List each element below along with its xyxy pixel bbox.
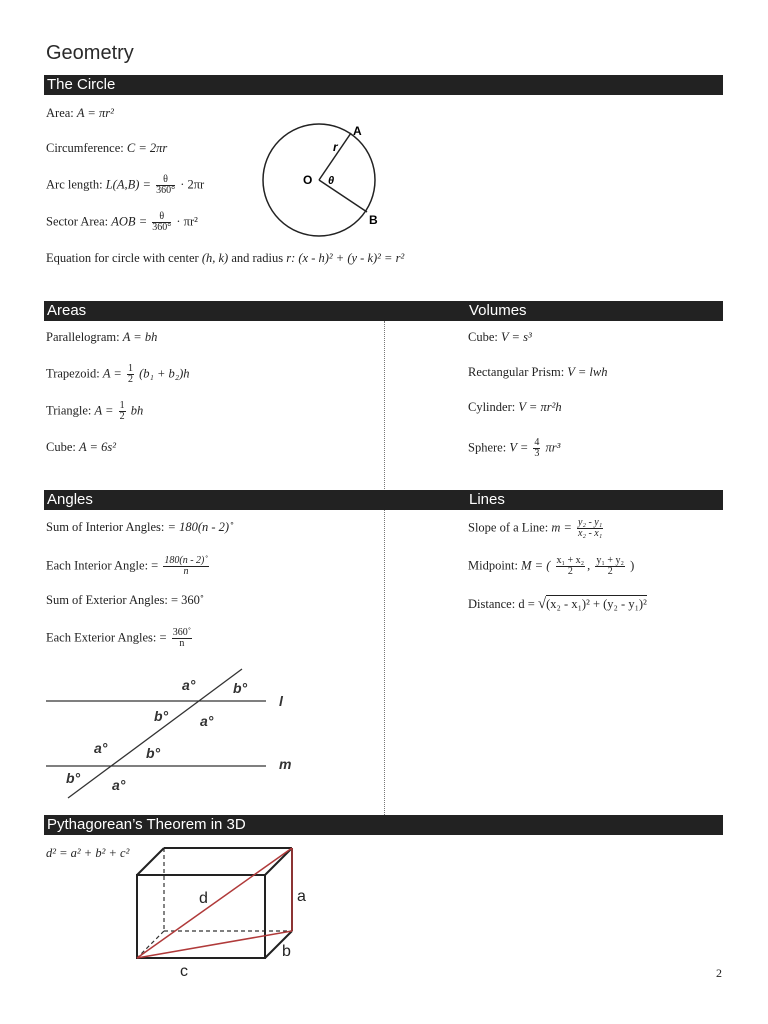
circle-equation [46, 251, 404, 266]
area-parallelogram [46, 330, 157, 345]
edge-top-right [265, 848, 292, 875]
fraction [595, 556, 625, 577]
denominator: 2 [607, 566, 613, 577]
label: Cube: [468, 330, 498, 344]
fraction [577, 518, 603, 539]
formula-lhs: = [159, 630, 167, 645]
formula: (x - h)² + (y - k)² = r² [298, 251, 405, 265]
circle-area [46, 106, 114, 121]
denominator: 3 [534, 448, 540, 459]
label: Cube: [46, 440, 76, 454]
volume-cube [468, 330, 532, 345]
label-c: c [180, 963, 188, 980]
label: Parallelogram: [46, 330, 120, 344]
section-header-volumes: Volumes [466, 301, 723, 321]
label-A: A [353, 124, 362, 138]
formula-lhs: L(A,B) = [105, 177, 151, 192]
formula: C = 2πr [126, 141, 168, 155]
formula-lhs: V = [509, 440, 529, 455]
formula: A = bh [122, 330, 158, 344]
fraction [156, 175, 175, 196]
formula-rhs: bh [130, 403, 144, 418]
volume-prism [468, 365, 607, 380]
angles-each-interior [46, 556, 211, 577]
volume-sphere [468, 438, 560, 459]
denominator: 2 [119, 411, 125, 422]
angle-a-top: a° [182, 677, 196, 693]
fraction [152, 212, 171, 233]
angles-sum-exterior [46, 593, 204, 608]
edge-top-left [137, 848, 164, 875]
label-O: O [303, 173, 313, 187]
lines-distance [468, 596, 647, 613]
transversal [68, 669, 242, 798]
label-d: d [199, 890, 208, 907]
formula: V = lwh [567, 365, 608, 379]
section-header-angles: Angles [44, 490, 384, 510]
section-header-circle: The Circle [44, 75, 723, 95]
page-number: 2 [716, 966, 722, 980]
angle-a-upper-mid: a° [200, 713, 214, 729]
numerator: 4 [534, 437, 540, 448]
label: Midpoint: [468, 558, 519, 573]
numerator: y₂ - y₁ [578, 517, 603, 528]
numerator: θ [152, 212, 171, 223]
angle-b-bottom: b° [66, 770, 81, 786]
transversal-diagram [44, 665, 314, 805]
denominator: 360° [156, 185, 176, 196]
label: Sphere: [468, 440, 507, 455]
fraction [163, 556, 208, 577]
label: Triangle: [46, 403, 92, 418]
label: Rectangular Prism: [468, 365, 565, 379]
label: Cylinder: [468, 400, 516, 414]
numerator: 1 [127, 363, 133, 374]
formula: V = πr²h [518, 400, 562, 414]
formula-lhs: AOB = [111, 214, 148, 229]
section-header-lines: Lines [466, 490, 723, 510]
formula: A = 6s² [78, 440, 116, 454]
label-B: B [369, 213, 378, 227]
formula: = 360˚ [171, 593, 205, 607]
label: Circumference: [46, 141, 124, 155]
angle-b-upper-mid: b° [154, 708, 169, 724]
formula-lhs: m = [551, 520, 572, 535]
label: Each Exterior Angles: [46, 630, 157, 645]
formula-rhs: · πr² [176, 214, 198, 229]
label: Slope of a Line: [468, 520, 549, 535]
numerator: 360˚ [172, 627, 192, 638]
numerator: θ [156, 175, 175, 186]
circle-arc-length [46, 175, 204, 196]
label-a: a [297, 888, 306, 905]
lines-slope [468, 518, 605, 539]
numerator: x₁ + x₂ [556, 555, 585, 566]
label: Sector Area: [46, 214, 109, 229]
angle-a-lower-mid: a° [94, 740, 108, 756]
formula: d² = a² + b² + c² [46, 846, 130, 860]
formula-lhs: d = [518, 597, 535, 611]
area-cube [46, 440, 116, 455]
formula-rhs: · 2πr [180, 177, 205, 192]
space-diagonal-d [137, 848, 292, 958]
label-r: r [333, 140, 338, 154]
area-triangle [46, 401, 143, 422]
radius-to-B [319, 180, 367, 212]
fraction [556, 556, 586, 577]
section-header-pyth3d: Pythagorean’s Theorem in 3D [44, 815, 723, 835]
label-b: b [282, 943, 291, 960]
lines-midpoint: Midpoint: M = ( $\frac{\text{x₁ + x₂}}{2}$ , $\frac{\text{y₁ + y₂}}{2}$ ) [468, 555, 635, 577]
fraction [119, 401, 126, 422]
text: and radius [231, 251, 284, 265]
formula-lhs: A = [102, 366, 122, 381]
label: Area: [46, 106, 74, 120]
angle-b-lower-mid: b° [146, 745, 161, 761]
sqrt-symbol: √ [537, 596, 547, 612]
column-divider [384, 321, 385, 491]
circle-sector-area [46, 212, 198, 233]
formula: A = πr² [76, 106, 114, 120]
angle-b-top: b° [233, 680, 248, 696]
formula: = 180(n - 2)˚ [167, 520, 234, 534]
column-divider [384, 510, 385, 815]
label: Sum of Exterior Angles: [46, 593, 168, 607]
formula-lhs: A = [94, 403, 114, 418]
volume-cylinder [468, 400, 562, 415]
numerator: 1 [119, 400, 125, 411]
text: Equation for circle with center [46, 251, 199, 265]
angles-each-exterior [46, 628, 194, 649]
label-theta: θ [328, 175, 335, 187]
angles-sum-interior [46, 520, 233, 535]
label: Each Interior Angle: [46, 558, 149, 573]
numerator: y₁ + y₂ [596, 555, 625, 566]
denominator: n [179, 638, 185, 649]
radius: r: [286, 251, 296, 265]
front-face [137, 875, 265, 958]
box-diagram [132, 843, 322, 978]
circle-diagram [255, 118, 395, 238]
center: (h, k) [201, 251, 229, 265]
denominator: 2 [127, 374, 133, 385]
numerator: 180(n - 2)˚ [164, 555, 208, 566]
angle-a-bottom: a° [112, 777, 126, 793]
formula: V = s³ [500, 330, 532, 344]
label-l: l [279, 693, 283, 709]
denominator: 360° [152, 222, 172, 233]
denominator: n [183, 566, 189, 577]
pyth3d-formula [46, 846, 129, 861]
fraction [533, 438, 540, 459]
circle-circumference [46, 141, 167, 156]
label: Trapezoid: [46, 366, 100, 381]
section-header-areas: Areas [44, 301, 384, 321]
section-header-gap [384, 490, 466, 510]
radicand: (x₂ - x₁)² + (y₂ - y₁)² [546, 597, 647, 611]
formula-lhs: = [151, 558, 159, 573]
label: Sum of Interior Angles: [46, 520, 165, 534]
formula-rhs: ) [630, 558, 635, 573]
label: Distance: [468, 597, 516, 611]
label: Arc length: [46, 177, 103, 192]
formula-rhs: πr³ [545, 440, 561, 455]
formula-lhs: M = ( [521, 558, 551, 573]
area-trapezoid [46, 364, 190, 385]
page-title: Geometry [46, 42, 134, 64]
section-header-gap [384, 301, 466, 321]
denominator: x₂ - x₁ [578, 528, 603, 539]
denominator: 2 [567, 566, 573, 577]
fraction [172, 628, 192, 649]
label-m: m [279, 756, 292, 772]
formula-rhs: (b₁ + b₂)h [139, 366, 190, 381]
fraction [127, 364, 134, 385]
